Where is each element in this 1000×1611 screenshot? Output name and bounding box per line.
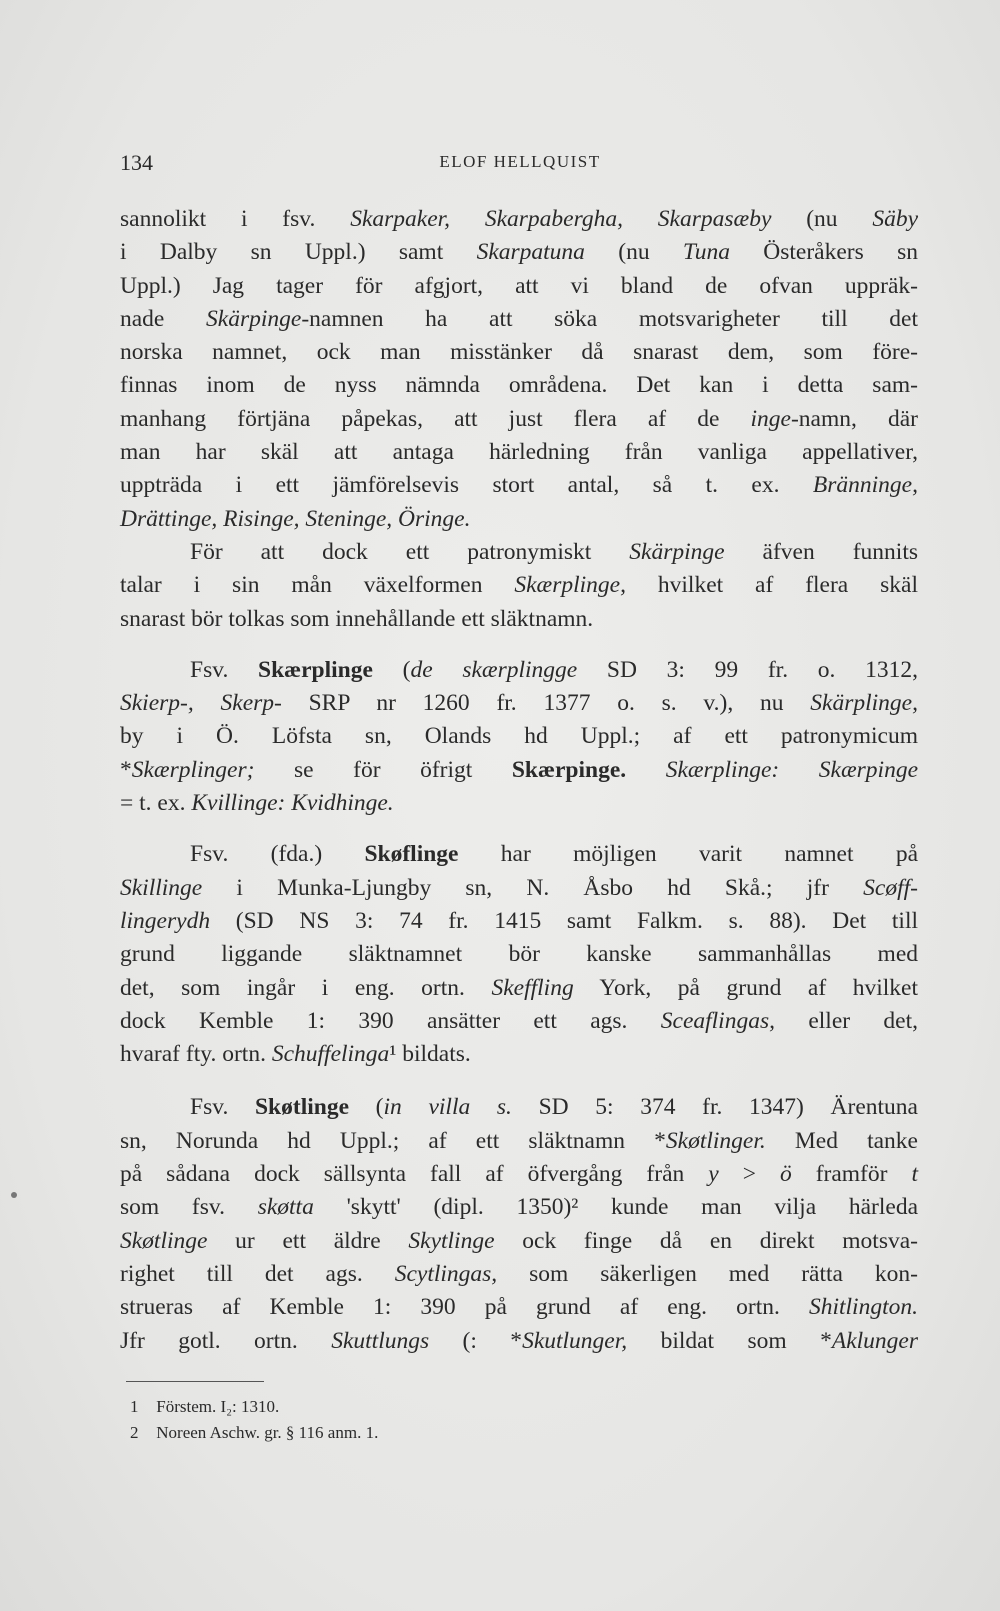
text-line: på sådana dock sällsynta fall af öfvergång från y > ö framför t bbox=[120, 1161, 918, 1188]
text-line: lingerydh (SD NS 3: 74 fr. 1415 samt Falkm. s. 88). Det till bbox=[120, 907, 918, 934]
text-line: *Skærplinger; se för öfrigt Skærpinge. Skærplinge: Skærpinge bbox=[120, 756, 919, 783]
text-line: nade Skärpinge-namnen ha att söka motsvarigheter till det bbox=[120, 305, 918, 332]
text-line: = t. ex. Kvillinge: Kvidhinge. bbox=[120, 790, 394, 817]
paragraph-gap bbox=[120, 820, 918, 838]
footnote-text: Förstem. I₂: 1310. bbox=[156, 1397, 280, 1416]
text-line: Uppl.) Jag tager för afgjort, att vi bland de ofvan uppräk- bbox=[120, 272, 918, 299]
text-line: sn, Norunda hd Uppl.; af ett släktnamn *Skøtlinger. Med tanke bbox=[120, 1127, 918, 1154]
text-line: dock Kemble 1: 390 ansätter ett ags. Sceaflingas, eller det, bbox=[120, 1007, 918, 1034]
footnote-number: 1 bbox=[130, 1397, 139, 1416]
margin-speck bbox=[11, 1192, 17, 1198]
text-line: uppträda i ett jämförelsevis stort antal, så t. ex. Bränninge, bbox=[120, 472, 918, 499]
paragraph-gap bbox=[120, 636, 918, 654]
text-line: som fsv. skøtta 'skytt' (dipl. 1350)² kunde man vilja härleda bbox=[120, 1194, 919, 1221]
running-head: ELOF HELLQUIST bbox=[439, 152, 601, 171]
footnote bbox=[130, 1420, 630, 1446]
text-line: Jfr gotl. ortn. Skuttlungs (: *Skutlunger, bildat som *Aklunger bbox=[120, 1327, 918, 1354]
text-line: Skøtlinge ur ett äldre Skytlinge ock finge då en direkt motsva- bbox=[120, 1227, 918, 1254]
footnotes bbox=[130, 1394, 630, 1446]
text-line: man har skäl att antaga härledning från vanliga appellativer, bbox=[120, 439, 918, 466]
text-line: snarast bör tolkas som innehållande ett släktnamn. bbox=[120, 605, 594, 632]
text-line: righet till det ags. Scytlingas, som säkerligen med rätta kon- bbox=[120, 1260, 919, 1287]
text-line: Drättinge, Risinge, Steninge, Öringe. bbox=[120, 505, 471, 532]
paragraph-start: För att dock ett patronymiskt Skärpinge äfven funnits bbox=[190, 538, 919, 565]
text-line: finnas inom de nyss nämnda områdena. Det kan i detta sam- bbox=[120, 372, 918, 399]
text-line: sannolikt i fsv. Skarpaker, Skarpabergha, Skarpasæby (nu Säby bbox=[120, 206, 919, 232]
text-line: i Dalby sn Uppl.) samt Skarpatuna (nu Tuna Österåkers sn bbox=[120, 239, 918, 266]
text-line: by i Ö. Löfsta sn, Olands hd Uppl.; af ett patronymicum bbox=[120, 723, 918, 750]
footnote-text: Noreen Aschw. gr. § 116 anm. 1. bbox=[156, 1423, 379, 1442]
entry-skotlinge: Fsv. Skøtlinge (in villa s. SD 5: 374 fr. 1347) Ärentuna bbox=[190, 1094, 918, 1121]
text-line: grund liggande släktnamnet bör kanske sammanhållas med bbox=[120, 941, 918, 968]
paragraph-gap bbox=[120, 1071, 918, 1091]
text-line: Skillinge i Munka-Ljungby sn, N. Åsbo hd Skå.; jfr Scøff- bbox=[120, 874, 918, 901]
body-text bbox=[120, 203, 918, 1358]
entry-skoflinge: Fsv. (fda.) Skøflinge har möjligen varit namnet på bbox=[190, 841, 918, 868]
page-number: 134 bbox=[120, 150, 153, 175]
footnote bbox=[130, 1394, 630, 1420]
text-line: hvaraf fty. ortn. Schuffelinga¹ bildats. bbox=[120, 1041, 471, 1068]
text-line: Skierp-, Skerp- SRP nr 1260 fr. 1377 o. s. v.), nu Skärplinge, bbox=[120, 690, 918, 717]
page-header bbox=[120, 150, 920, 180]
text-line: norska namnet, ock man misstänker då snarast dem, som före- bbox=[120, 339, 918, 366]
entry-skaerplinge: Fsv. Skærplinge (de skærplingge SD 3: 99 fr. o. 1312, bbox=[190, 656, 918, 683]
text-line: talar i sin mån växelformen Skærplinge, hvilket af flera skäl bbox=[120, 572, 918, 599]
footnote-number: 2 bbox=[130, 1423, 139, 1442]
text-line: manhang förtjäna påpekas, att just flera af de inge-namn, där bbox=[120, 405, 918, 432]
footnote-rule bbox=[126, 1381, 264, 1382]
text-line: det, som ingår i eng. ortn. Skeffling York, på grund af hvilket bbox=[120, 974, 919, 1001]
text-line: strueras af Kemble 1: 390 på grund af eng. ortn. Shitlington. bbox=[120, 1294, 918, 1321]
